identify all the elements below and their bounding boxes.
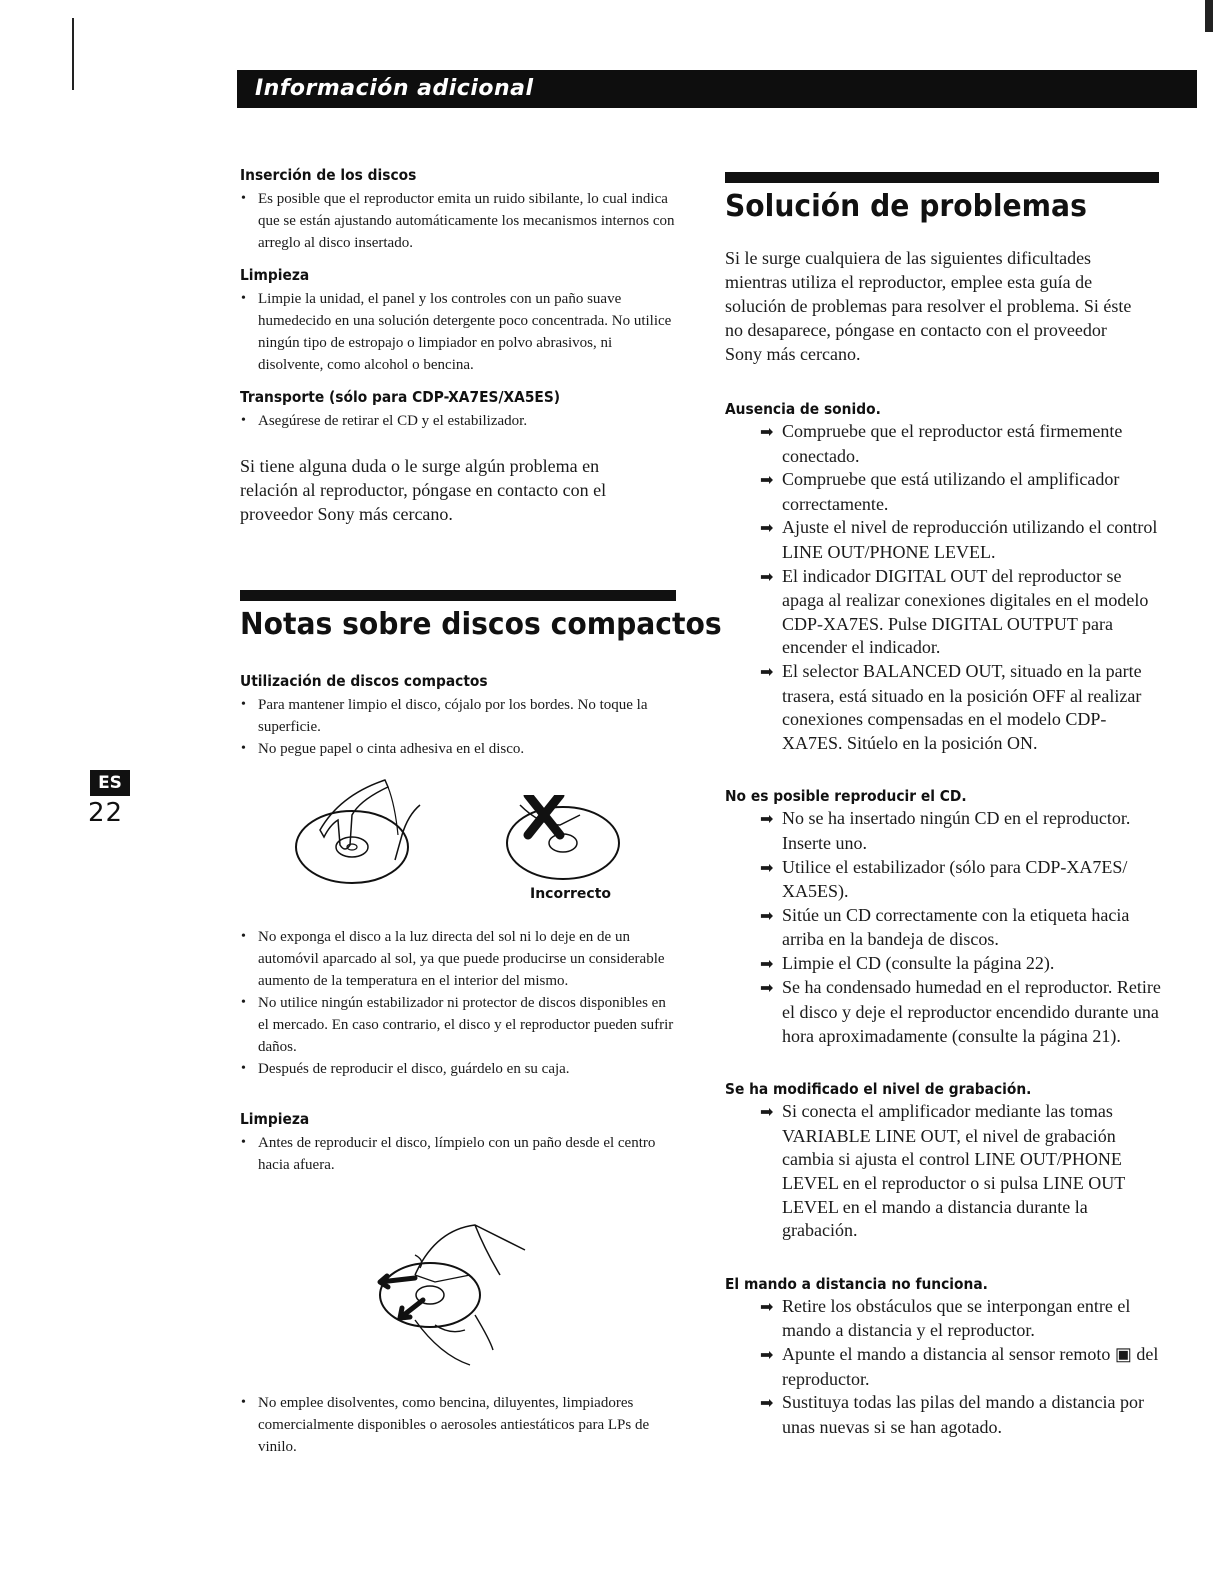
troubleshooting-intro: Si le surge cualquiera de las siguientes dificultades mientras utiliza el reproductor, emplee esta guía de solución de problemas para resolver el problema. Si éste no desaparece, póngase en contacto con el proveedor Sony más cercano.: [725, 248, 1132, 364]
utilizacion-title: Utilización de discos compactos: [240, 672, 488, 690]
fix-text: Apunte el mando a distancia al sensor remoto ▣ del reproductor.: [782, 1344, 1159, 1389]
crop-mark-left: [72, 18, 74, 90]
fix-item: [760, 976, 1165, 1048]
section-banner: Información adicional: [237, 70, 1197, 108]
problem-title: El mando a distancia no funciona.: [725, 1274, 988, 1293]
list-item: • No emplee disolventes, como bencina, diluyentes, limpiadores comercialmente disponibles o aerosoles antiestáticos para LPs de vinilo.: [240, 1392, 680, 1458]
problem-title: Se ha modificado el nivel de grabación.: [725, 1080, 1032, 1099]
incorrect-caption: Incorrecto: [530, 886, 612, 902]
fix-text: El indicador DIGITAL OUT del reproductor se apaga al realizar conexiones digitales en el modelo CDP-XA7ES. Pulse DIGITAL OUTPUT para encender el indicador.: [782, 565, 1149, 658]
fix-text: Ajuste el nivel de reproducción utilizando el control LINE OUT/PHONE LEVEL.: [782, 517, 1158, 562]
fix-item: [760, 952, 1165, 977]
page-number: 22: [88, 798, 124, 828]
troubleshooting-heading: Solución de problemas: [725, 189, 1087, 224]
notas-final: [240, 1392, 680, 1470]
fix-text: Retire los obstáculos que se interpongan entre el mando a distancia y el reproductor.: [782, 1295, 1131, 1341]
page-marker: [88, 770, 148, 828]
contact-paragraph: Si tiene alguna duda o le surge algún problema en relación al reproductor, póngase en contacto con el proveedor Sony más cercano.: [240, 456, 607, 524]
limpieza-list: [240, 288, 680, 376]
fix-list: [725, 1295, 1165, 1440]
list-item: • Después de reproducir el disco, guárdelo en su caja.: [240, 1058, 680, 1080]
arrow-right-icon: ➡: [760, 424, 774, 441]
arrow-right-icon: ➡: [760, 568, 774, 586]
list-item: • Asegúrese de retirar el CD y el estabilizador.: [240, 410, 680, 432]
fix-text: Sitúe un CD correctamente con la etiqueta hacia arriba en la bandeja de discos.: [782, 904, 1130, 950]
arrow-right-icon: ➡: [760, 1298, 774, 1316]
problem-block: [725, 400, 1165, 755]
fix-text: Sustituya todas las pilas del mando a distancia por unas nuevas si se han agotado.: [782, 1392, 1144, 1437]
limpieza-disc-list: [240, 1132, 680, 1176]
fix-list: [725, 807, 1165, 1048]
care-list: [240, 926, 680, 1080]
arrow-right-icon: ➡: [760, 520, 774, 538]
arrow-right-icon: ➡: [760, 907, 774, 925]
fix-item: [760, 807, 1165, 855]
list-item: • Antes de reproducir el disco, límpielo con un paño desde el centro hacia afuera.: [240, 1132, 680, 1176]
fix-text: Utilice el estabilizador (sólo para CDP-XA7ES/ XA5ES).: [782, 856, 1128, 902]
fix-text: El selector BALANCED OUT, situado en la parte trasera, está situado en la posición OFF al realizar conexiones compensadas en el modelo CDP-XA7ES. Sitúelo en la posición ON.: [782, 660, 1142, 753]
transporte-title: Transporte (sólo para CDP-XA7ES/XA5ES): [240, 388, 561, 406]
list-item: • No utilice ningún estabilizador ni protector de discos disponibles en el mercado. En caso contrario, el disco y el reproductor pueden sufrir daños.: [240, 992, 680, 1058]
problem-title: No es posible reproducir el CD.: [725, 787, 967, 806]
disc-cleaning-illustration: [375, 1220, 535, 1370]
arrow-right-icon: ➡: [760, 1347, 774, 1364]
problem-block: [725, 1080, 1165, 1243]
insercion-title: Inserción de los discos: [240, 166, 417, 184]
arrow-right-icon: ➡: [760, 859, 774, 877]
section-rule: [240, 590, 676, 601]
section-rule: [725, 172, 1159, 183]
left-column: [240, 166, 680, 526]
fix-text: Se ha condensado humedad en el reproductor. Retire el disco y deje el reproductor encendido durante una hora aproximadamente (consulte la página 21).: [782, 977, 1161, 1046]
arrow-right-icon: ➡: [760, 955, 774, 973]
fix-item: [760, 420, 1165, 468]
insercion-list: [240, 188, 680, 254]
limpieza-title: Limpieza: [240, 266, 310, 284]
fix-list: [725, 420, 1165, 755]
fix-text: Compruebe que el reproductor está firmemente conectado.: [782, 421, 1123, 466]
fix-text: Si conecta el amplificador mediante las tomas VARIABLE LINE OUT, el nivel de grabación cambia si ajusta el control LINE OUT/PHONE LEVEL en el reproductor o si pulsa LINE OUT LEVEL en el mando a distancia durante la grabación.: [782, 1101, 1125, 1241]
fix-item: [760, 468, 1165, 516]
solvent-list: [240, 1392, 680, 1458]
problem-block: [725, 787, 1165, 1048]
fix-text: No se ha insertado ningún CD en el reproductor. Inserte uno.: [782, 808, 1131, 853]
list-item: • Para mantener limpio el disco, cójalo por los bordes. No toque la superficie.: [240, 694, 680, 738]
problem-block: [725, 1275, 1165, 1440]
fix-item: [760, 660, 1165, 755]
utilizacion-list: [240, 694, 680, 760]
fix-item: [760, 1343, 1165, 1391]
fix-text: Compruebe que está utilizando el amplificador correctamente.: [782, 469, 1120, 514]
limpieza-disc-title: Limpieza: [240, 1110, 310, 1128]
arrow-right-icon: ➡: [760, 811, 774, 829]
list-item: • Limpie la unidad, el panel y los controles con un paño suave humedecido en una solución detergente poco concentrada. No utilice ningún tipo de estropajo o limpiador en polvo abrasivos, ni disolvente, como alcohol o bencina.: [240, 288, 680, 376]
disc-hold-illustration: [290, 775, 430, 890]
disc-incorrect-illustration: [500, 795, 630, 890]
fix-item: [760, 904, 1165, 952]
problem-title: Ausencia de sonido.: [725, 400, 881, 418]
fix-item: [760, 565, 1165, 660]
list-item: • No pegue papel o cinta adhesiva en el disco.: [240, 738, 680, 760]
notas-section: [240, 590, 722, 772]
fix-item: [760, 516, 1165, 564]
arrow-right-icon: ➡: [760, 1395, 774, 1413]
crop-mark-right: [1205, 0, 1213, 32]
fix-item: [760, 1100, 1165, 1243]
transporte-list: [240, 410, 680, 432]
troubleshooting-section: [725, 172, 1165, 1439]
notas-continued: [240, 926, 680, 1188]
fix-item: [760, 856, 1165, 904]
fix-list: [725, 1100, 1165, 1243]
arrow-right-icon: ➡: [760, 663, 774, 681]
arrow-right-icon: ➡: [760, 1104, 774, 1122]
fix-item: [760, 1391, 1165, 1439]
arrow-right-icon: ➡: [760, 980, 774, 998]
notas-heading: Notas sobre discos compactos: [240, 607, 722, 642]
list-item: • No exponga el disco a la luz directa del sol ni lo deje en de un automóvil aparcado al sol, ya que puede producirse un considerable aumento de la temperatura en el interior del mismo.: [240, 926, 680, 992]
fix-text: Limpie el CD (consulte la página 22).: [782, 952, 1055, 973]
arrow-right-icon: ➡: [760, 472, 774, 490]
language-badge: ES: [90, 770, 130, 796]
list-item: • Es posible que el reproductor emita un ruido sibilante, lo cual indica que se están ajustando automáticamente los mecanismos internos con arreglo al disco insertado.: [240, 188, 680, 254]
fix-item: [760, 1295, 1165, 1343]
